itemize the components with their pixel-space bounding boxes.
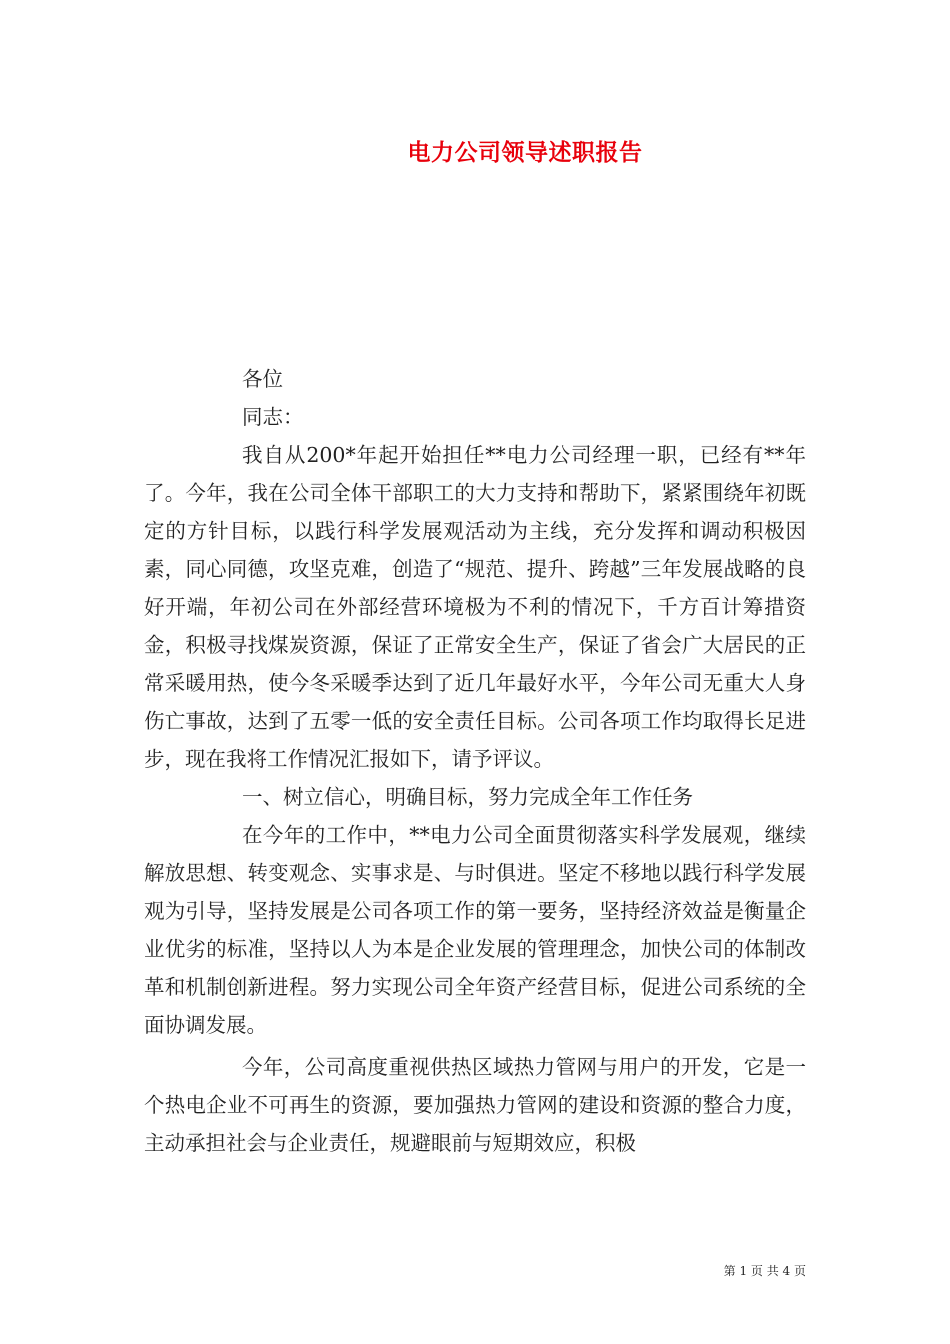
section-paragraph-2: 今年，公司高度重视供热区域热力管网与用户的开发，它是一个热电企业不可再生的资源，要加强热力管网的建设和资源的整合力度，主动承担社会与企业责任，规避眼前与短期效应，积极	[144, 1055, 806, 1155]
section-heading: 一、树立信心，明确目标，努力完成全年工作任务	[242, 785, 693, 809]
salutation-line-2: 同志：	[242, 405, 304, 429]
document-title: 电力公司领导述职报告	[407, 139, 643, 166]
salutation-line-1: 各位	[242, 367, 283, 391]
document-body	[144, 360, 806, 1162]
section-paragraph-1: 在今年的工作中，**电力公司全面贯彻落实科学发展观，继续解放思想、转变观念、实事求是、与时俱进。坚定不移地以践行科学发展观为引导，坚持发展是公司各项工作的第一要务，坚持经济效益是衡量企业优劣的标准，坚持以人为本是企业发展的管理理念，加快公司的体制改革和机制创新进程。努力实现公司全年资产经营目标，促进公司系统的全面协调发展。	[144, 823, 806, 1037]
page-number-footer: 第 1 页 共 4 页	[723, 1264, 806, 1278]
intro-paragraph: 我自从200*年起开始担任**电力公司经理一职，已经有**年了。今年，我在公司全体干部职工的大力支持和帮助下，紧紧围绕年初既定的方针目标，以践行科学发展观活动为主线，充分发挥和调动积极因素，同心同德，攻坚克难，创造了“规范、提升、跨越”三年发展战略的良好开端，年初公司在外部经营环境极为不利的情况下，千方百计筹措资金，积极寻找煤炭资源，保证了正常安全生产，保证了省会广大居民的正常采暖用热，使今冬采暖季达到了近几年最好水平，今年公司无重大人身伤亡事故，达到了五零一低的安全责任目标。公司各项工作均取得长足进步，现在我将工作情况汇报如下，请予评议。	[144, 443, 806, 771]
